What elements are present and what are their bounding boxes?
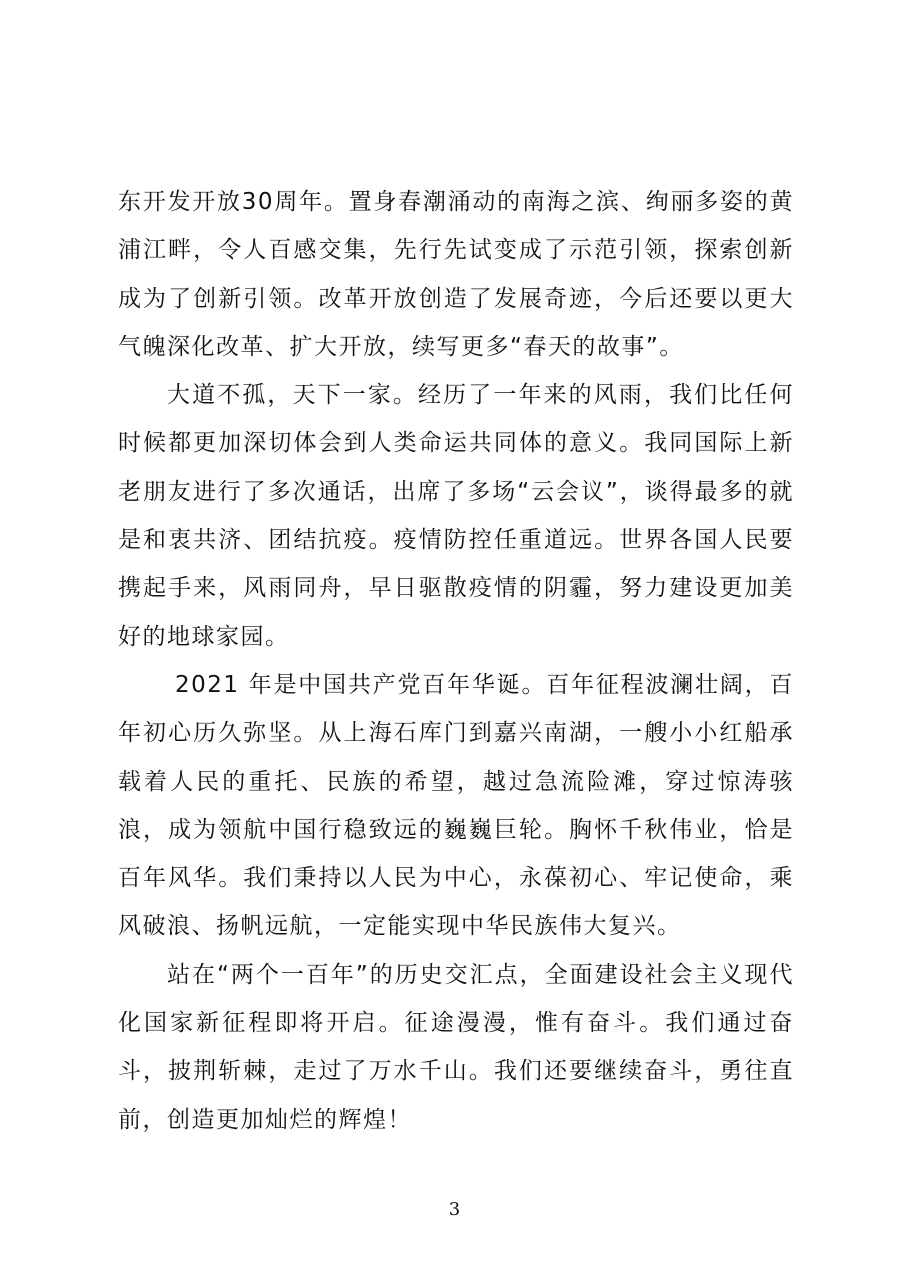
- paragraph-continuation: 东开发开放30周年。置身春潮涌动的南海之滨、绚丽多姿的黄浦江畔，令人百感交集，先行先试变成了示范引领，探索创新成为了创新引领。改革开放创造了发展奇迹，今后还要以更大气魄深化改革、扩大开放，续写更多“春天的故事”。: [118, 189, 794, 360]
- paragraph-new-journey: 站在“两个一百年”的历史交汇点，全面建设社会主义现代化国家新征程即将开启。征途漫漫，惟有奋斗。我们通过奋斗，披荆斩棘，走过了万水千山。我们还要继续奋斗，勇往直前，创造更加灿烂的辉煌！: [118, 961, 794, 1133]
- page-number: 3: [448, 1199, 461, 1220]
- document-body: [118, 178, 794, 1144]
- paragraph-global-community: 大道不孤，天下一家。经历了一年来的风雨，我们比任何时候都更加深切体会到人类命运共同体的意义。我同国际上新老朋友进行了多次通话，出席了多场“云会议”，谈得最多的就是和衷共济、团结抗疫。疫情防控任重道远。世界各国人民要携起手来，风雨同舟，早日驱散疫情的阴霾，努力建设更加美好的地球家园。: [118, 382, 794, 650]
- paragraph-centenary: 2021 年是中国共产党百年华诞。百年征程波澜壮阔，百年初心历久弥坚。从上海石库门到嘉兴南湖，一艘小小红船承载着人民的重托、民族的希望，越过急流险滩，穿过惊涛骇浪，成为领航中国行稳致远的巍巍巨轮。胸怀千秋伟业，恰是百年风华。我们秉持以人民为中心，永葆初心、牢记使命，乘风破浪、扬帆远航，一定能实现中华民族伟大复兴。: [118, 671, 794, 940]
